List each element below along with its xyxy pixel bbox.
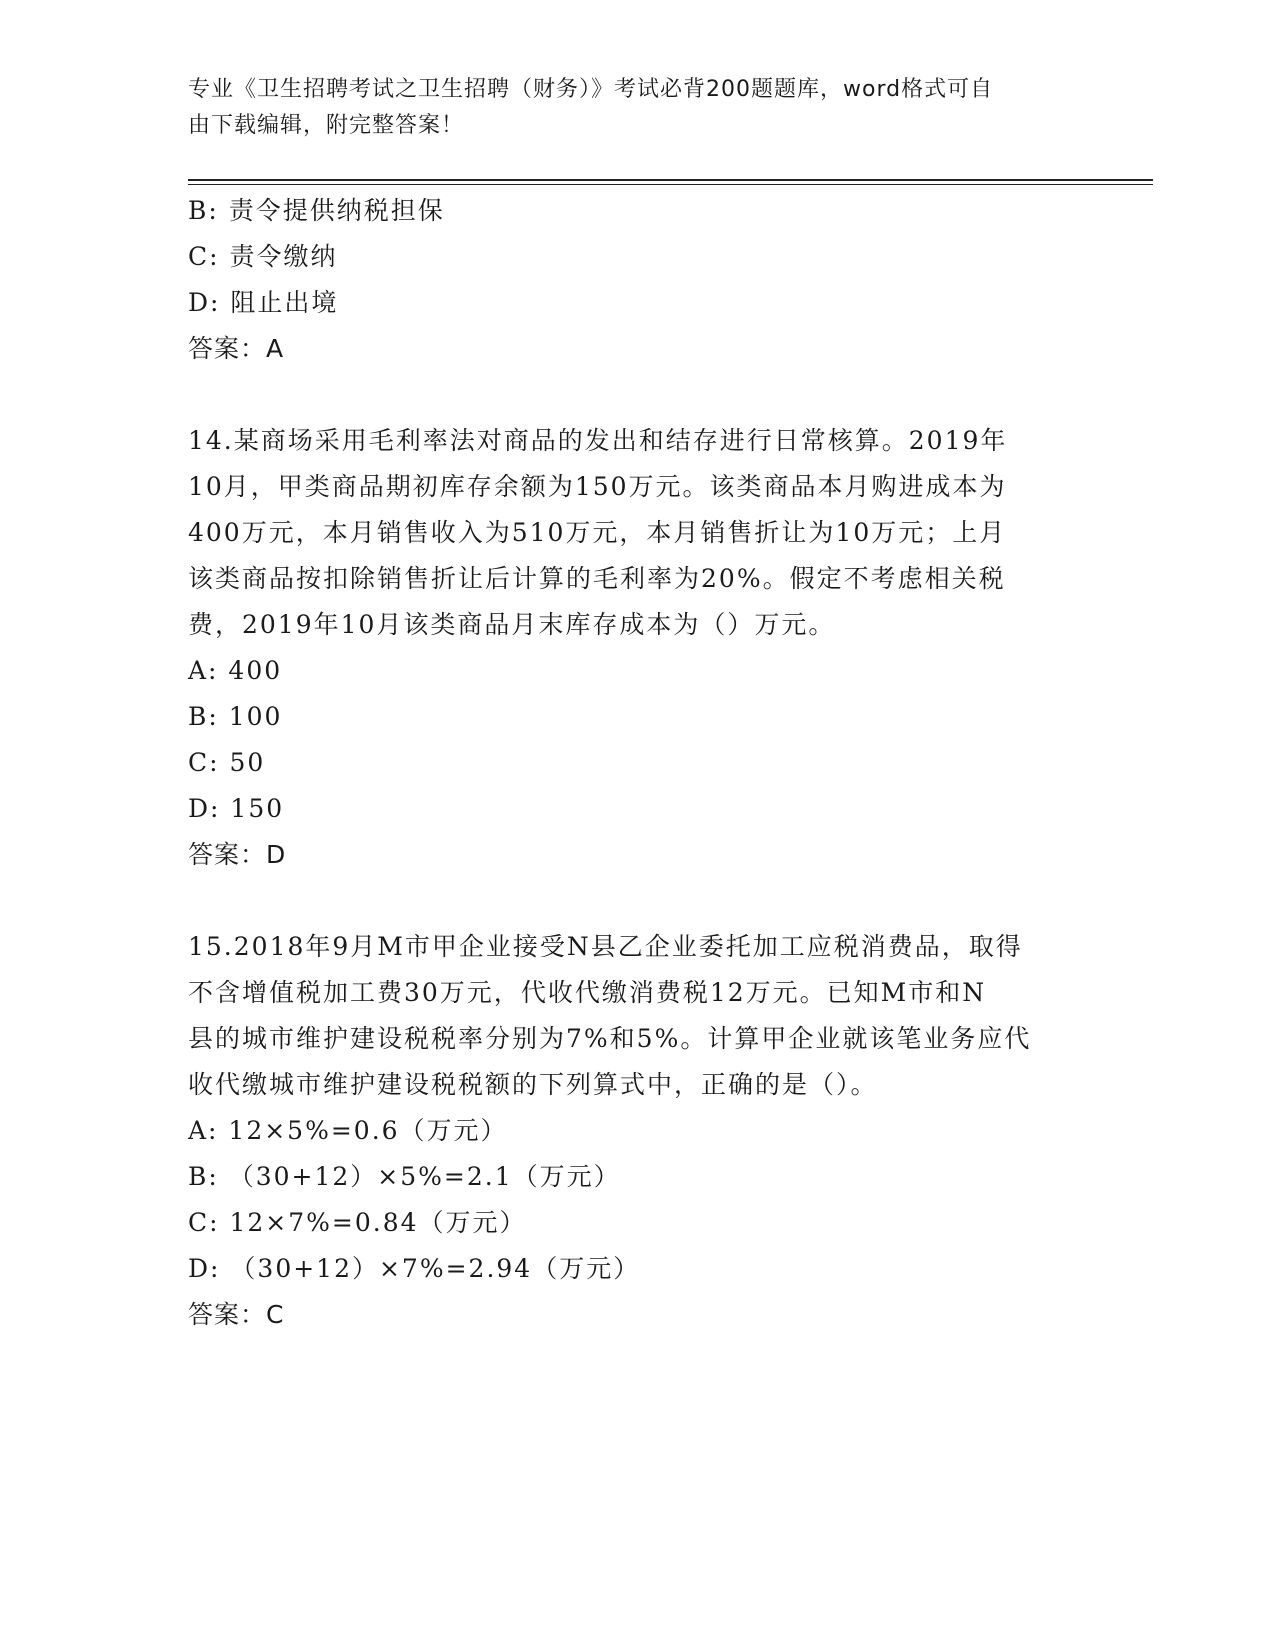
option-c: C: 责令缴纳 bbox=[188, 242, 338, 271]
question-stem-line: 不含增值税加工费30万元，代收代缴消费税12万元。已知M市和N bbox=[188, 978, 987, 1007]
spacer bbox=[188, 372, 1088, 418]
spacer bbox=[188, 878, 1088, 924]
option-d: D: 阻止出境 bbox=[188, 288, 339, 317]
answer-line: 答案：A bbox=[188, 334, 285, 363]
answer-line: 答案：C bbox=[188, 1300, 285, 1329]
question-14-block bbox=[188, 418, 1088, 878]
document-body bbox=[188, 188, 1088, 1338]
prev-question-block bbox=[188, 188, 1088, 372]
question-stem-line: 15.2018年9月M市甲企业接受N县乙企业委托加工应税消费品，取得 bbox=[188, 932, 1023, 961]
option-b: B: 100 bbox=[188, 702, 283, 731]
option-b: B: （30+12）×5%=2.1（万元） bbox=[188, 1162, 621, 1191]
header-rule-thin bbox=[188, 184, 1153, 185]
question-stem-line: 收代缴城市维护建设税税额的下列算式中，正确的是（）。 bbox=[188, 1070, 878, 1099]
question-stem-line: 费，2019年10月该类商品月末库存成本为（）万元。 bbox=[188, 610, 836, 639]
option-c: C: 50 bbox=[188, 748, 266, 777]
question-stem-line: 400万元，本月销售收入为510万元，本月销售折让为10万元；上月 bbox=[188, 518, 1007, 547]
header-rule-thick bbox=[188, 179, 1153, 181]
option-d: D: 150 bbox=[188, 794, 285, 823]
header-line-2: 由下载编辑，附完整答案！ bbox=[188, 113, 465, 138]
option-d: D: （30+12）×7%=2.94（万元） bbox=[188, 1254, 641, 1283]
option-a: A: 400 bbox=[188, 656, 283, 685]
option-c: C: 12×7%=0.84（万元） bbox=[188, 1208, 527, 1237]
option-a: A: 12×5%=0.6（万元） bbox=[188, 1116, 508, 1145]
question-stem-line: 县的城市维护建设税税率分别为7%和5%。计算甲企业就该笔业务应代 bbox=[188, 1024, 1032, 1053]
header-line-1: 专业《卫生招聘考试之卫生招聘（财务）》考试必背200题题库，word格式可自 bbox=[188, 77, 994, 102]
question-15-block bbox=[188, 924, 1088, 1338]
question-stem-line: 14.某商场采用毛利率法对商品的发出和结存进行日常核算。2019年 bbox=[188, 426, 1008, 455]
option-b: B: 责令提供纳税担保 bbox=[188, 196, 445, 225]
answer-line: 答案：D bbox=[188, 840, 287, 869]
question-stem-line: 10月，甲类商品期初库存余额为150万元。该类商品本月购进成本为 bbox=[188, 472, 1007, 501]
document-header bbox=[188, 72, 1068, 144]
question-stem-line: 该类商品按扣除销售折让后计算的毛利率为20%。假定不考虑相关税 bbox=[188, 564, 1006, 593]
